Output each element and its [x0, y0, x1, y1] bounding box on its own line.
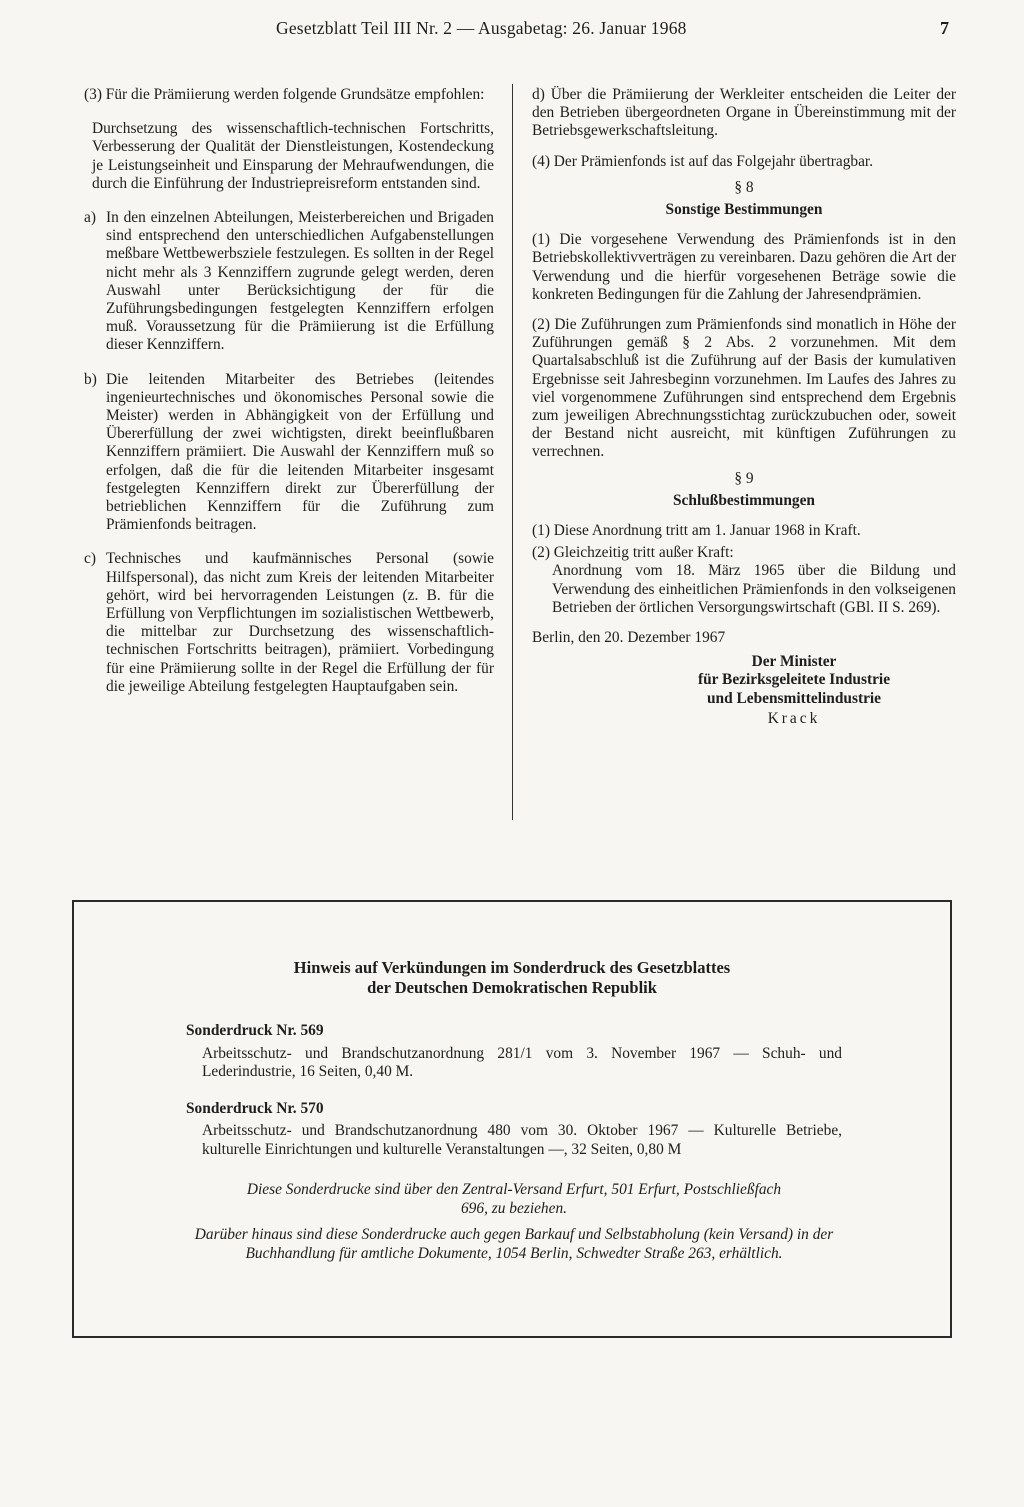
notice-title-line-1: Hinweis auf Verkündungen im Sonderdruck des Gesetzblattes	[293, 958, 731, 977]
section-8-paragraph-1: (1) Die vorgesehene Verwendung des Prämienfonds ist in den Betriebskollektivverträgen zu vereinbaren. Dazu gehören die Art der Verwendung und die hierfür vorgesehenen Beträge sowie die konkreten Bedingungen für die Zahlung der Jahresendprämien.	[532, 231, 956, 303]
left-column	[84, 86, 494, 696]
column-divider	[512, 84, 513, 820]
list-item-d: d) Über die Prämiierung der Werkleiter entscheiden die Leiter der den Betrieben übergeordneten Organe in Übereinstimmung mit der Betriebsgewerkschaftsleitung.	[532, 86, 956, 140]
signature-line-2: für Bezirksgeleitete Industrie	[697, 671, 891, 689]
section-9-paragraph-2: (2) Gleichzeitig tritt außer Kraft:	[532, 544, 734, 562]
paragraph-3-intro: (3) Für die Prämiierung werden folgende Grundsätze empfohlen:	[84, 86, 485, 103]
section-8-heading: Sonstige Bestimmungen	[665, 201, 823, 219]
list-marker: c)	[84, 550, 96, 568]
availability-note-2: Darüber hinaus sind diese Sonderdrucke auch gegen Barkauf und Selbstabholung (kein Versand) in der Buchhandlung für amtliche Dokumente, 1054 Berlin, Schwedter Straße 263, erhältlich.	[194, 1226, 834, 1262]
section-9-repealed-order: Anordnung vom 18. März 1965 über die Bildung und Verwendung des einheitlichen Prämienfonds in den volkseigenen Betrieben der örtlichen Versorgungswirtschaft (GBl. II S. 269).	[552, 562, 956, 616]
signature-line-3: und Lebensmittelindustrie	[706, 689, 882, 707]
paragraph-3-principles: Durchsetzung des wissenschaftlich-technischen Fortschritts, Verbesserung der Qualität der Dienstleistungen, Kostendeckung je Leistungseinheit und Einsparung der Mehraufwendungen, die durch die Einführung der Industriepreisreform entstanden sind.	[92, 120, 494, 192]
special-print-570-label: Sonderdruck Nr. 570	[186, 1099, 324, 1117]
notice-box	[72, 900, 952, 1338]
list-item-b	[84, 371, 494, 535]
list-item-c	[84, 550, 494, 696]
section-9-heading: Schlußbestimmungen	[673, 491, 815, 509]
special-print-570-text: Arbeitsschutz- und Brandschutzanordnung 480 vom 30. Oktober 1967 — Kulturelle Betriebe, kulturelle Einrichtungen und kulturelle Veranstaltungen —, 32 Seiten, 0,80 M	[202, 1122, 842, 1158]
section-9-paragraph-1: (1) Diese Anordnung tritt am 1. Januar 1968 in Kraft.	[532, 522, 861, 540]
list-marker: a)	[84, 209, 96, 227]
section-8-number: § 8	[734, 178, 754, 196]
notice-title	[74, 958, 950, 998]
paragraph-4: (4) Der Prämienfonds ist auf das Folgejahr übertragbar.	[532, 152, 874, 170]
place-date: Berlin, den 20. Dezember 1967	[532, 629, 726, 647]
special-print-569-label: Sonderdruck Nr. 569	[186, 1022, 324, 1039]
page-number: 7	[940, 18, 949, 38]
right-column	[532, 86, 956, 728]
section-9-number: § 9	[734, 469, 754, 487]
signature-line-1: Der Minister	[751, 653, 837, 671]
page-header	[0, 18, 1024, 48]
list-item-text: Die leitenden Mitarbeiter des Betriebes (leitendes ingenieurtechnisches und ökonomisches Personal sowie die Meister) werden in Abhängigkeit von der Erfüllung und Übererfüllung der zwei wichtigsten, direkt beeinflußbaren Kennziffern prämiiert. Die Auswahl der Kennziffern muß so erfolgen, daß die für die leitenden Mitarbeiter insgesamt festgelegten Kennziffern direkt zur Übererfüllung der betrieblichen Kennziffern für die Zuführung zum Prämienfonds beitragen.	[106, 370, 494, 534]
signature-block	[532, 653, 956, 728]
header-title: Gesetzblatt Teil III Nr. 2 — Ausgabetag: 26. Januar 1968	[276, 18, 687, 38]
list-item-text: Technisches und kaufmännisches Personal (sowie Hilfspersonal), das nicht zum Kreis der leitenden Mitarbeiter gehört, wird bei hervorragenden Leistungen (z. B. für die Erfüllung von Verpflichtungen im sozialistischen Wettbewerb, die mittelbar zur Durchsetzung des wissenschaftlich-technischen Fortschritts beitragen), prämiiert. Vorbedingung für eine Prämiierung sollte in der Regel die Erfüllung der für die jeweilige Abteilung festgelegten Hauptaufgaben sein.	[106, 550, 494, 695]
list-marker: b)	[84, 370, 97, 388]
section-8-paragraph-2: (2) Die Zuführungen zum Prämienfonds sind monatlich in Höhe der Zuführungen gemäß § 2 Abs. 2 vorzunehmen. Mit dem Quartalsabschluß ist die Zuführung auf der Basis der kumulativen Ergebnisse seit Jahresbeginn vorzunehmen. Im Laufes des Jahres zu viel vorgenommene Zuführungen sind entsprechend dem Ergebnis zum jeweiligen Abrechnungsstichtag zurückzubuchen oder, soweit der Bestand nicht ausreicht, mit künftigen Zuführungen zu verrechnen.	[532, 316, 956, 461]
signatory-name: Krack	[767, 709, 821, 727]
special-print-569-text: Arbeitsschutz- und Brandschutzanordnung 281/1 vom 3. November 1967 — Schuh- und Lederindustrie, 16 Seiten, 0,40 M.	[202, 1044, 842, 1080]
list-item-text: In den einzelnen Abteilungen, Meisterbereichen und Brigaden sind entsprechend den unterschiedlichen Aufgabenstellungen meßbare Wettbewerbsziele festzulegen. Es sollten in der Regel nicht mehr als 3 Kennziffern zugrunde gelegt werden, deren Auswahl unter Berücksichtigung der für die Zuführungsbedingungen festgelegten Kennziffern erfolgen muß. Voraussetzung für die Prämiierung ist die Erfüllung dieser Kennziffern.	[106, 209, 494, 354]
notice-body	[186, 1022, 842, 1263]
notice-title-line-2: der Deutschen Demokratischen Republik	[367, 978, 657, 997]
availability-note-1: Diese Sonderdrucke sind über den Zentral-Versand Erfurt, 501 Erfurt, Postschließfach 696, zu beziehen.	[246, 1181, 782, 1217]
list-item-a	[84, 209, 494, 355]
